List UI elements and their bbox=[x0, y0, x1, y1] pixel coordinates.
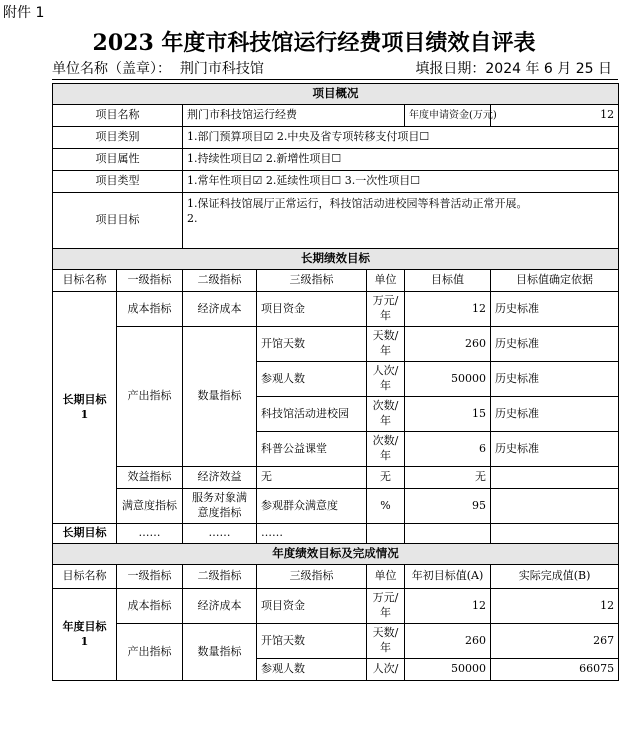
table-row: 长期目标 1 成本指标 经济成本 项目资金 万元/年 12 历史标准 bbox=[53, 292, 619, 327]
page-title: 2023 年度市科技馆运行经费项目绩效自评表 bbox=[92, 30, 536, 56]
project-name: 荆门市科技馆运行经费 bbox=[183, 105, 405, 127]
section-long-term: 长期绩效目标 bbox=[53, 249, 619, 270]
table-row: 长期目标 …… …… …… bbox=[53, 524, 619, 544]
table-row: 产出指标 数量指标 开馆天数 天数/年 260 267 bbox=[53, 624, 619, 659]
attachment-label: 附件 1 bbox=[3, 5, 45, 21]
long-term-header-row: 目标名称 一级指标 二级指标 三级指标 单位 目标值 目标值确定依据 bbox=[53, 270, 619, 292]
section-overview: 项目概况 bbox=[53, 84, 619, 105]
table-row: 科技馆活动进校园 次数/年 15 历史标准 bbox=[53, 397, 619, 432]
funding-label: 年度申请资金(万元) bbox=[405, 105, 491, 127]
goal-value: 1.保证科技馆展厅正常运行，科技馆活动进校园等科普活动正常开展。 2. bbox=[183, 193, 619, 249]
table-row: 科普公益课堂 次数/年 6 历史标准 bbox=[53, 432, 619, 467]
performance-table bbox=[52, 83, 619, 681]
annual-header-row: 目标名称 一级指标 二级指标 三级指标 单位 年初目标值(A) 实际完成值(B) bbox=[53, 565, 619, 589]
type-value: 1.常年性项目☑ 2.延续性项目☐ 3.一次性项目☐ bbox=[183, 171, 619, 193]
table-row: 年度目标 1 成本指标 经济成本 项目资金 万元/年 12 12 bbox=[53, 589, 619, 624]
goal-label: 项目目标 bbox=[53, 193, 183, 249]
funding-value: 12 bbox=[491, 105, 619, 127]
table-row: 参观人数 人次/ 50000 66075 bbox=[53, 659, 619, 681]
category-value: 1.部门预算项目☑ 2.中央及省专项转移支付项目☐ bbox=[183, 127, 619, 149]
category-label: 项目类别 bbox=[53, 127, 183, 149]
form-subheader bbox=[52, 57, 618, 80]
attribute-value: 1.持续性项目☑ 2.新增性项目☐ bbox=[183, 149, 619, 171]
attribute-label: 项目属性 bbox=[53, 149, 183, 171]
unit-field: 单位名称（盖章）： 荆门市科技馆 bbox=[52, 61, 264, 77]
fill-date-field: 填报日期：2024 年 6 月 25 日 bbox=[415, 61, 612, 77]
annual-goal-name: 年度目标 1 bbox=[53, 589, 117, 681]
type-label: 项目类型 bbox=[53, 171, 183, 193]
long-term-goal-name: 长期目标 1 bbox=[53, 292, 117, 524]
project-name-label: 项目名称 bbox=[53, 105, 183, 127]
section-annual: 年度绩效目标及完成情况 bbox=[53, 544, 619, 565]
table-row: 参观人数 人次/年 50000 历史标准 bbox=[53, 362, 619, 397]
table-row: 产出指标 数量指标 开馆天数 天数/年 260 历史标准 bbox=[53, 327, 619, 362]
table-row: 效益指标 经济效益 无 无 无 bbox=[53, 467, 619, 489]
table-row: 满意度指标 服务对象满意度指标 参观群众满意度 % 95 bbox=[53, 489, 619, 524]
